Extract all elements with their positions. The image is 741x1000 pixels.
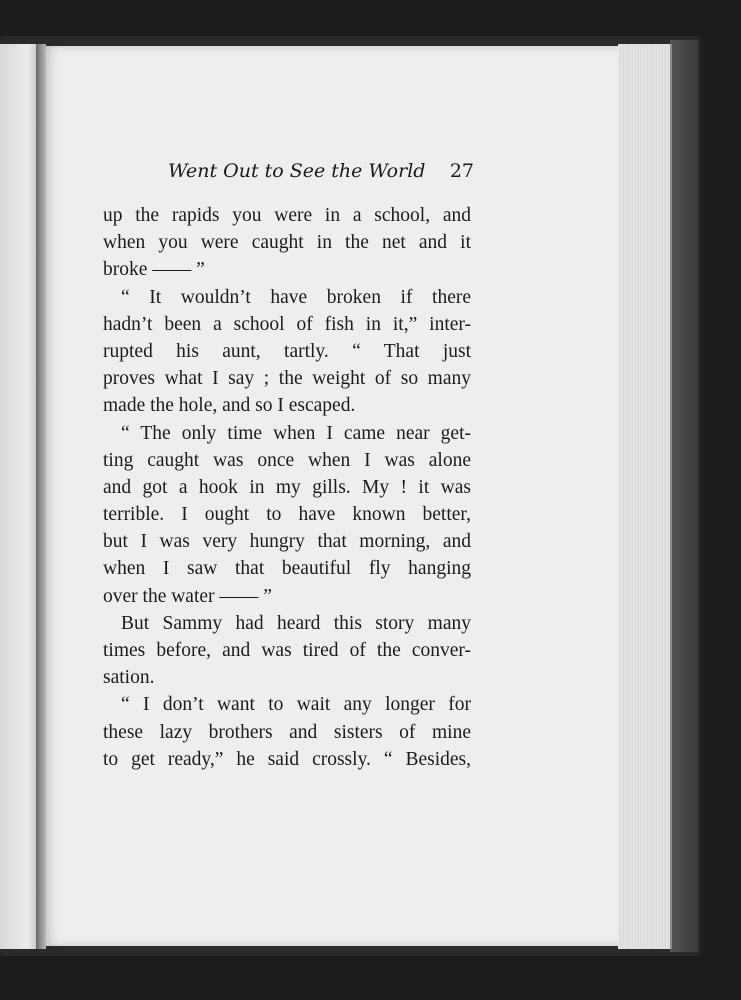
left-page-edge bbox=[0, 44, 40, 949]
page-number: 27 bbox=[449, 160, 474, 182]
text-line: made the hole, and so I escaped. bbox=[103, 395, 356, 417]
text-line: when I saw that beautiful fly hanging bbox=[103, 558, 471, 580]
text-line: over the water —— ” bbox=[103, 585, 272, 607]
text-line: and got a hook in my gills. My ! it was bbox=[103, 476, 471, 498]
text-line: sation. bbox=[103, 667, 155, 689]
text-line: “ The only time when I came near get- bbox=[121, 422, 471, 444]
text-line: proves what I say ; the weight of so many bbox=[103, 368, 471, 390]
text-line: when you were caught in the net and it bbox=[103, 232, 471, 254]
text-line: rupted his aunt, tartly. “ That just bbox=[103, 340, 471, 362]
body-text bbox=[103, 202, 471, 773]
text-line: but I was very hungry that morning, and bbox=[103, 531, 471, 553]
page-header bbox=[168, 160, 474, 190]
cover-edge bbox=[670, 40, 698, 952]
text-line: But Sammy had heard this story many bbox=[121, 612, 471, 634]
text-line: hadn’t been a school of fish in it,” inter- bbox=[103, 313, 471, 335]
text-line: broke —— ” bbox=[103, 259, 205, 281]
text-line: to get ready,” he said crossly. “ Besides, bbox=[103, 748, 471, 770]
text-line: up the rapids you were in a school, and bbox=[103, 205, 471, 226]
text-line: times before, and was tired of the conver- bbox=[103, 640, 471, 661]
page-block-edges bbox=[618, 44, 672, 949]
text-line: ting caught was once when I was alone bbox=[103, 449, 471, 471]
text-line: these lazy brothers and sisters of mine bbox=[103, 721, 471, 743]
page-gutter bbox=[36, 44, 46, 949]
text-line: “ It wouldn’t have broken if there bbox=[121, 286, 471, 308]
running-title: Went Out to See the World bbox=[168, 160, 426, 182]
text-line: terrible. I ought to have known better, bbox=[103, 504, 471, 526]
text-line: “ I don’t want to wait any longer for bbox=[121, 694, 471, 716]
